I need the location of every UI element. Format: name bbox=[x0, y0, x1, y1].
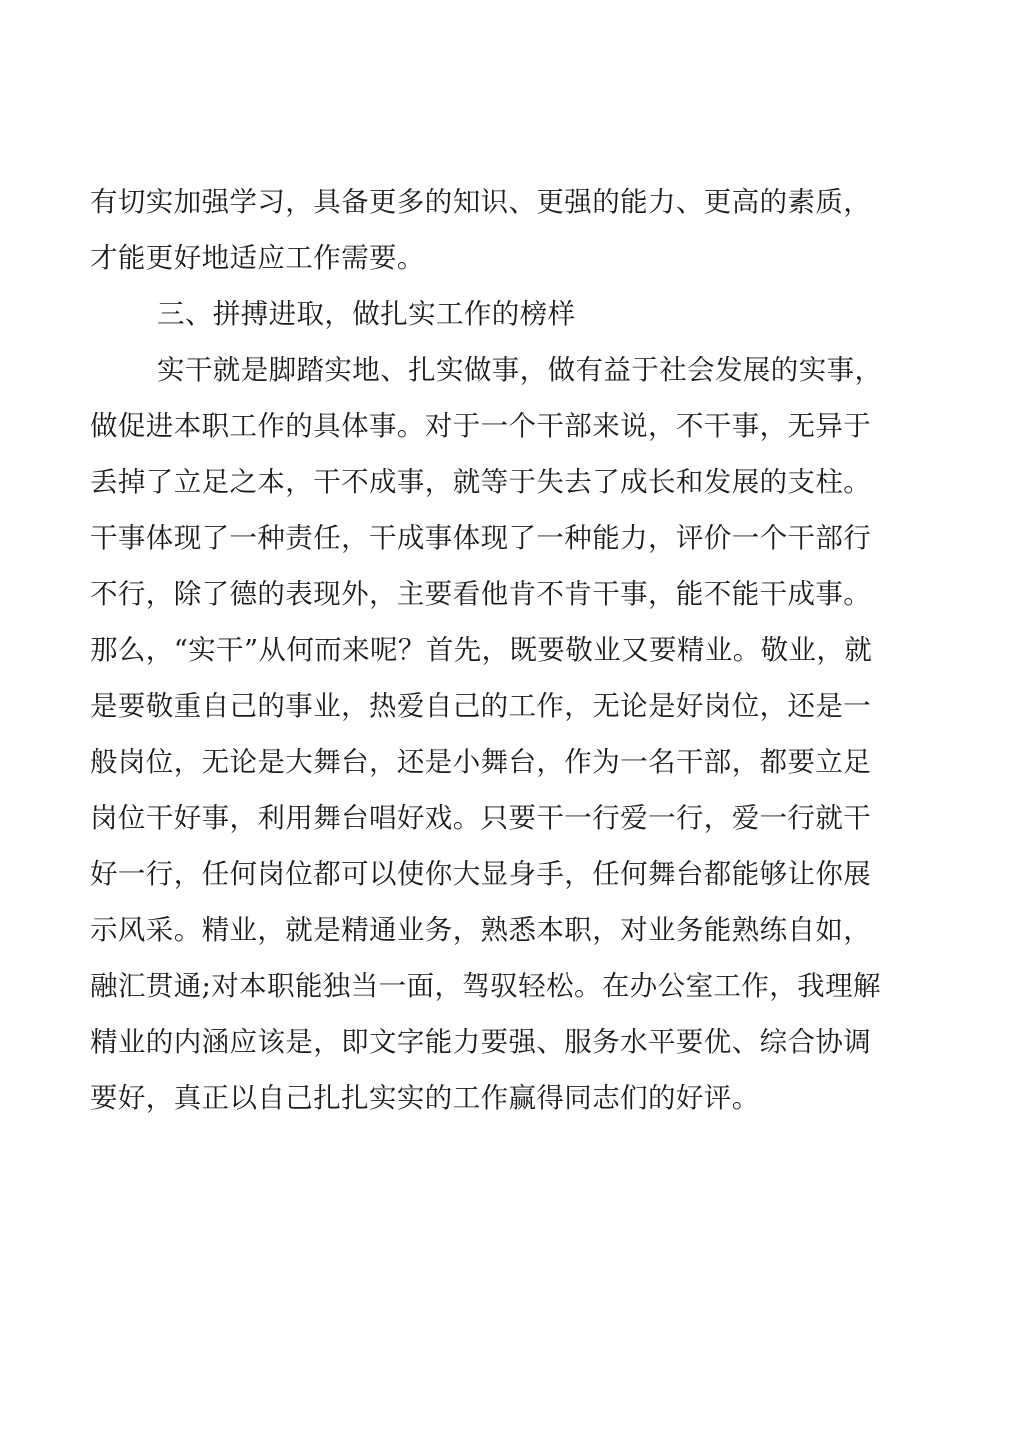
text-line: 要好，真正以自己扎扎实实的工作赢得同志们的好评。 bbox=[90, 1082, 760, 1114]
text-line: 才能更好地适应工作需要。 bbox=[90, 242, 425, 274]
text-line: 好一行，任何岗位都可以使你大显身手，任何舞台都能够让你展 bbox=[90, 858, 872, 890]
section-heading: 三、拼搏进取，做扎实工作的榜样 bbox=[157, 298, 576, 330]
text-line: 示风采。精业，就是精通业务，熟悉本职，对业务能熟练自如， bbox=[90, 914, 872, 946]
text-line: 精业的内涵应该是，即文字能力要强、服务水平要优、综合协调 bbox=[90, 1026, 872, 1058]
text-line: 融汇贯通;对本职能独当一面，驾驭轻松。在办公室工作，我理解 bbox=[90, 970, 881, 1002]
text-line: 那么，“实干”从何而来呢？首先，既要敬业又要精业。敬业，就 bbox=[90, 634, 873, 666]
text-line: 岗位干好事，利用舞台唱好戏。只要干一行爱一行，爱一行就干 bbox=[90, 802, 872, 834]
text-line: 做促进本职工作的具体事。对于一个干部来说，不干事，无异于 bbox=[90, 410, 872, 442]
text-line: 实干就是脚踏实地、扎实做事，做有益于社会发展的实事， bbox=[157, 354, 883, 386]
text-line: 不行，除了德的表现外，主要看他肯不肯干事，能不能干成事。 bbox=[90, 578, 872, 610]
text-line: 是要敬重自己的事业，热爱自己的工作，无论是好岗位，还是一 bbox=[90, 690, 872, 722]
text-line: 干事体现了一种责任，干成事体现了一种能力，评价一个干部行 bbox=[90, 522, 872, 554]
text-line: 般岗位，无论是大舞台，还是小舞台，作为一名干部，都要立足 bbox=[90, 746, 872, 778]
text-line: 有切实加强学习，具备更多的知识、更强的能力、更高的素质， bbox=[90, 186, 872, 218]
text-line: 丢掉了立足之本，干不成事，就等于失去了成长和发展的支柱。 bbox=[90, 466, 872, 498]
